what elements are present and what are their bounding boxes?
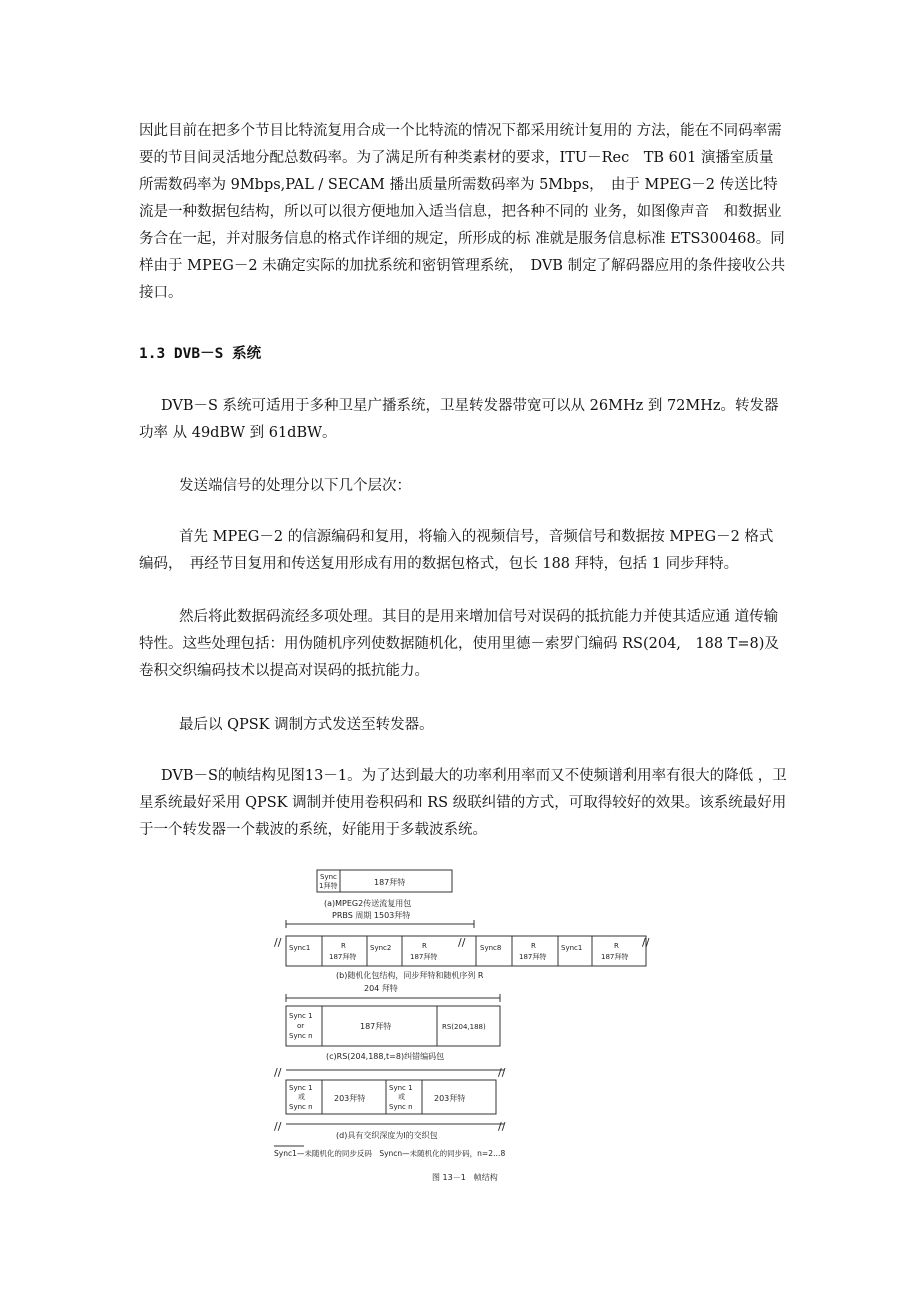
b-cell-bytes-b: 187拜特 [601, 953, 629, 961]
frame-structure-diagram [262, 858, 672, 1188]
paragraph-frame-structure: DVB－S的帧结构见图13－1。为了达到最大的功率利用率而又不使频谱利用率有很大的降低 ，卫星系统最好采用 QPSK 调制并使用卷积码和 RS 级联纠错的方式，可取得较好的效果。该系统最好用于一个转发器一个载波的系统，好能用于多载波系统。 [139, 768, 787, 838]
break-mark: // [458, 936, 466, 949]
c-payload-label: 187拜特 [360, 1022, 392, 1031]
c-sync-line-2: or [297, 1022, 305, 1030]
a-payload-label: 187拜特 [374, 878, 406, 887]
b-cell-sync2: Sync2 [370, 944, 392, 952]
a-sync-label: Sync [320, 873, 337, 881]
b-caption: (b)随机化包结构，同步拜特和随机序列 R [336, 971, 484, 980]
d-sync-line-3b: Sync n [389, 1103, 413, 1111]
d-sync-line-1: Sync 1 [289, 1084, 313, 1092]
c-sync-line-3: Sync n [289, 1032, 313, 1040]
break-mark: // [498, 1066, 506, 1079]
paragraph-qpsk: 最后以 QPSK 调制方式发送至转发器。 [179, 717, 434, 733]
frame-structure-figure [262, 858, 672, 1188]
break-mark: // [498, 1120, 506, 1133]
break-mark: // [274, 1066, 282, 1079]
b-cell-r2: R [422, 942, 427, 950]
b-cell-r-b: R [614, 942, 619, 950]
figure-footnote: Sync1—未随机化的同步反码 Syncn—未随机化的同步码，n=2…8 [274, 1149, 506, 1158]
b-cell-r8: R [531, 942, 536, 950]
b-cell-sync8: Sync8 [480, 944, 502, 952]
b-cell-bytes1: 187拜特 [329, 953, 357, 961]
figure-title: 图 13－1 帧结构 [432, 1173, 498, 1182]
b-period-label: PRBS 周期 1503拜特 [332, 911, 411, 920]
paragraph-dvb-s-intro: DVB－S 系统可适用于多种卫星广播系统，卫星转发器带宽可以从 26MHz 到 72MHz。转发器功率 从 49dBW 到 61dBW。 [139, 398, 779, 441]
b-cell-sync1: Sync1 [289, 944, 311, 952]
paragraph-error-protection: 然后将此数据码流经多项处理。其目的是用来增加信号对误码的抵抗能力并使其适应通 道传输特性。这些处理包括：用伪随机序列使数据随机化，使用里德－索罗门编码 RS(204, 188 T=8)及卷积交织编码技术以提高对误码的抵抗能力。 [139, 609, 779, 679]
a-caption: (a)MPEG2传送流复用包 [324, 899, 412, 908]
b-cell-sync1-b: Sync1 [561, 944, 583, 952]
break-mark: // [642, 936, 650, 949]
d-sync-line-2: 或 [298, 1093, 305, 1101]
d-sync-line-1b: Sync 1 [389, 1084, 413, 1092]
b-cell-r1: R [341, 942, 346, 950]
break-mark: // [274, 936, 282, 949]
paragraph-processing-levels: 发送端信号的处理分以下几个层次： [179, 478, 411, 494]
c-total-label: 204 拜特 [364, 984, 398, 993]
d-payload-1: 203拜特 [334, 1094, 366, 1103]
d-caption: (d)具有交织深度为I的交织包 [336, 1131, 438, 1140]
c-rs-label: RS(204,188) [442, 1023, 486, 1031]
d-payload-2: 203拜特 [434, 1094, 466, 1103]
c-sync-line-1: Sync 1 [289, 1012, 313, 1020]
b-cell-bytes8: 187拜特 [519, 953, 547, 961]
break-mark: // [274, 1120, 282, 1133]
d-sync-line-3: Sync n [289, 1103, 313, 1111]
d-sync-line-2b: 或 [398, 1093, 405, 1101]
b-cell-bytes2: 187拜特 [410, 953, 438, 961]
section-heading-dvb-s: 1.3 DVB－S 系统 [139, 346, 262, 362]
a-sync-bytes: 1拜特 [319, 882, 338, 890]
c-caption: (c)RS(204,188,t=8)纠错编码包 [326, 1052, 445, 1061]
paragraph-source-coding: 首先 MPEG－2 的信源编码和复用，将输入的视频信号，音频信号和数据按 MPEG－2 格式编码， 再经节目复用和传送复用形成有用的数据包格式，包长 188 拜特，包括 1 同步拜特。 [139, 529, 774, 572]
paragraph-statistical-multiplex: 因此目前在把多个节目比特流复用合成一个比特流的情况下都采用统计复用的 方法，能在不同码率需要的节目间灵活地分配总数码率。为了满足所有种类素材的要求，ITU－Rec TB 601 演播室质量所需数码率为 9Mbps,PAL / SECAM 播出质量所需数码率为 5Mbps， 由于 MPEG－2 传送比特流是一种数据包结构，所以可以很方便地加入适当信息，把各种不同的 业务，如图像声音 和数据业务合在一起，并对服务信息的格式作详细的规定，所形成的标 准就是服务信息标准 ETS300468。同样由于 MPEG－2 未确定实际的加扰系统和密钥管理系统， DVB 制定了解码器应用的条件接收公共接口。 [139, 123, 786, 301]
